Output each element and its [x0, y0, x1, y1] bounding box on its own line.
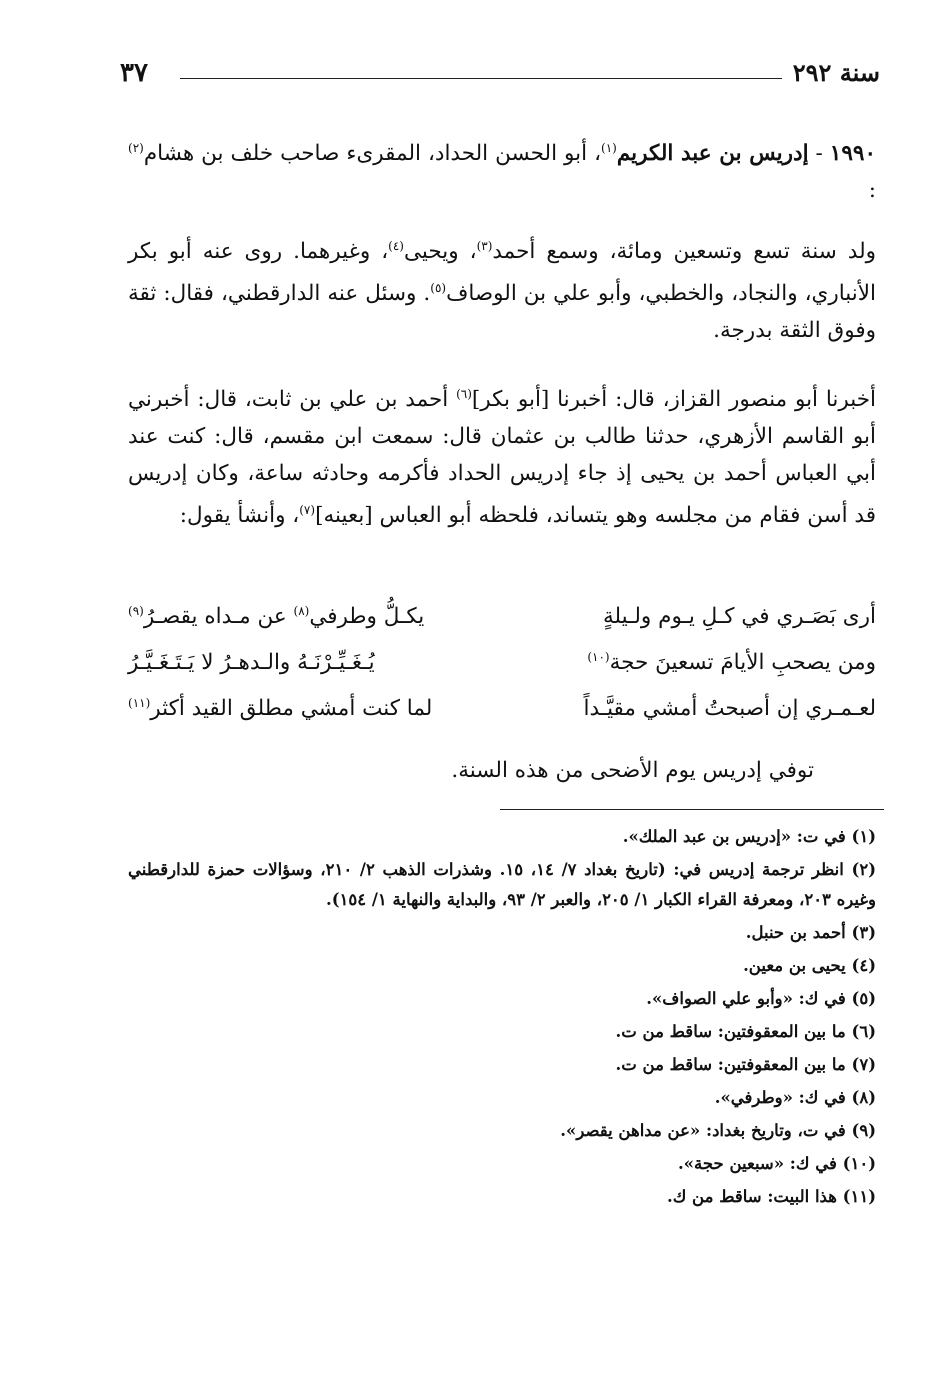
footnote: (٨) في ك: «وطرفي». [714, 1088, 876, 1107]
paragraph-isnad [128, 376, 876, 534]
running-title: سنة ٢٩٢ [792, 58, 880, 87]
entry-description: ، أبو الحسن الحداد، المقرىء صاحب خلف بن هشام [143, 141, 602, 167]
footnote-ref: (٣) [476, 239, 493, 253]
verse-second-hemistich: يُـغَـيِّـرْنَـهُ والـدهـرُ لا يَـتَـغَـيَّـرُ [128, 650, 375, 675]
poem [128, 604, 876, 742]
entry-name: إدريس بن عبد الكريم [616, 141, 809, 167]
footnote-ref: (١١) [128, 696, 151, 710]
running-header [120, 58, 880, 98]
verse [128, 604, 876, 650]
footnote: (٩) في ت، وتاريخ بغداد: «عن مداهن يقصر». [560, 1121, 876, 1140]
footnote-ref: (١) [601, 141, 617, 155]
footnote-ref: (٥) [430, 281, 447, 296]
footnote: (٢) انظر ترجمة إدريس في: (تاريخ بغداد ٧/ ١٤، ١٥. وشذرات الذهب ٢/ ٢١٠، وسؤالات حمزة للدارقطني وغيره ٢٠٣، ومعرفة القراء الكبار ١/ ٢٠٥، والعبر ٢/ ٩٣، والبداية والنهاية ١/ ١٥٤). [128, 860, 876, 909]
footnote-ref: (١٠) [587, 650, 610, 664]
entry-colon: : [868, 178, 876, 204]
footnote: (٧) ما بين المعقوفتين: ساقط من ت. [615, 1055, 876, 1074]
verse [128, 696, 876, 742]
footnote-ref: (٧) [299, 503, 316, 518]
footnote: (٣) أحمد بن حنبل. [745, 923, 876, 942]
footnote-ref: (٦) [456, 387, 472, 401]
footnote-separator [500, 809, 884, 810]
text-segment: أخبرنا أبو منصور القزاز، قال: أخبرنا [أبو بكر] [471, 387, 876, 413]
text-segment: ، ويحيى [403, 239, 477, 265]
footnote: (٦) ما بين المعقوفتين: ساقط من ت. [615, 1022, 876, 1041]
verse-second-hemistich: يكـلُّ وطرفي$^{(٨)}$ عن مـداه يقصـرُ$^{(٩)}$ [128, 604, 425, 630]
footnote: (٥) في ك: «وأبو علي الصواف». [646, 989, 876, 1008]
page-number: ٣٧ [120, 58, 148, 88]
verse-second-hemistich: لما كنت أمشي مطلق القيد أكثر$^{(١١)}$ [128, 696, 433, 722]
header-rule [180, 78, 782, 79]
footnote: (١٠) في ك: «سبعين حجة». [677, 1154, 876, 1173]
text-segment: ولد سنة تسع وتسعين ومائة، وسمع أحمد [492, 239, 876, 265]
entry-heading: ١٩٩٠ - إدريس بن عبد الكريم$^{(١)}$، أبو الحسن الحداد، المقرىء صاحب خلف بن هشام$^{(٢)}$ : [128, 141, 876, 204]
footnote-ref: (٤) [388, 239, 404, 253]
footnote-ref: (٩) [128, 604, 144, 618]
verse-first-hemistich: ومن يصحبِ الأيامَ تسعينَ حجة$^{(١٠)}$ [587, 650, 876, 676]
footnote-ref: (٨) [293, 604, 310, 618]
closing-sentence: توفي إدريس يوم الأضحى من هذه السنة. [451, 758, 814, 783]
footnote-ref: (٢) [128, 141, 144, 155]
text-segment: ، وغيرهما. روى عنه أبو بكر الأنباري، والنجاد، والخطبي، وأبو علي بن الوصاف [128, 239, 876, 307]
entry-number: ١٩٩٠ [829, 141, 876, 167]
text-segment: . وسئل عنه الدارقطني، فقال: ثقة وفوق الثقة بدرجة. [128, 281, 876, 344]
text-segment: ، وأنشأ يقول: [179, 503, 300, 529]
verse-first-hemistich: أرى بَصَـري في كـلِ يـوم ولـيلةٍ [602, 604, 876, 629]
verse [128, 650, 876, 696]
footnote: (١١) هذا البيت: ساقط من ك. [666, 1187, 876, 1206]
verse-first-hemistich: لعـمـري إن أصبحتُ أمشي مقيَّـداً [583, 696, 876, 721]
text-segment: أحمد بن علي بن ثابت، قال: أخبرني أبو القاسم الأزهري، حدثنا طالب بن عثمان قال: سمعت ابن مقسم، قال: كنت عند أبي العباس أحمد بن يحيى إذ جاء إدريس الحداد فأكرمه وحادثه ساعة، وكان إدريس قد أسن فقام من مجلسه وهو يتساند، فلحظه أبو العباس [بعينه] [128, 387, 876, 529]
footnote: (١) في ت: «إدريس بن عبد الملك». [622, 827, 876, 846]
footnotes [128, 822, 876, 1215]
footnote: (٤) يحيى بن معين. [743, 956, 876, 975]
paragraph-birth [128, 228, 876, 349]
